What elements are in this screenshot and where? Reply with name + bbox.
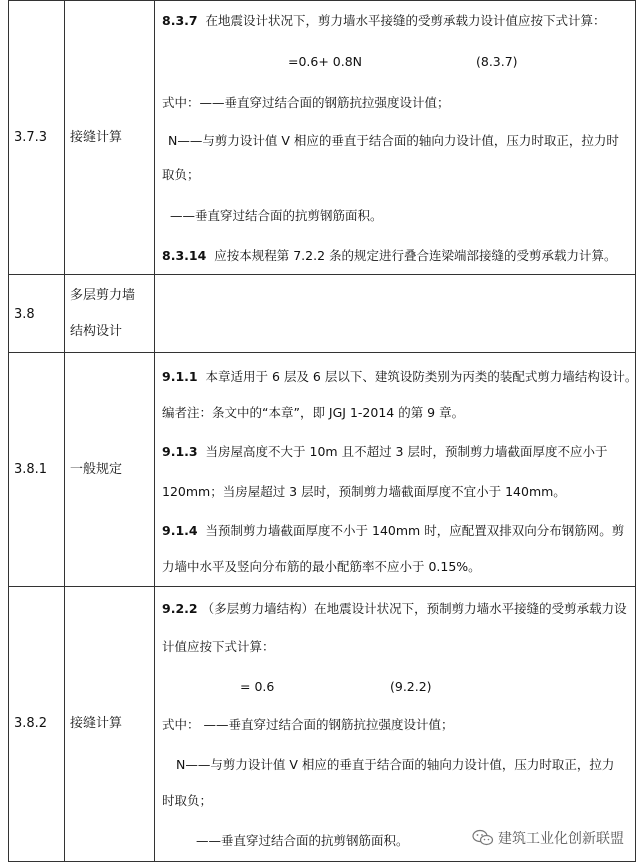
row-divider — [8, 586, 636, 587]
row-title: 多层剪力墙 — [70, 288, 136, 303]
text-line: 式中：——垂直穿过结合面的钢筋抗拉强度设计值； — [162, 95, 450, 110]
clause-line: 9.1.3 当房屋高度不大于 10m 且不超过 3 层时，预制剪力墙截面厚度不应小于 — [162, 444, 608, 459]
formula: =0.6+ 0.8N — [288, 54, 363, 69]
text-line: ——垂直穿过结合面的抗剪钢筋面积。 — [196, 833, 409, 848]
row-divider — [8, 274, 636, 275]
row-title: 结构设计 — [70, 324, 123, 339]
text-line: 计值应按下式计算： — [162, 639, 275, 654]
row-title: 一般规定 — [70, 462, 123, 477]
wechat-icon — [472, 829, 494, 847]
clause-number: 8.3.14 — [162, 248, 207, 263]
clause-line: 9.1.1 本章适用于 6 层及 6 层以下、建筑设防类别为丙类的装配式剪力墙结构设计。 — [162, 369, 638, 384]
table-border-top — [8, 0, 636, 1]
text-line: 120mm；当房屋超过 3 层时，预制剪力墙截面厚度不宜小于 140mm。 — [162, 484, 566, 499]
column-divider — [154, 0, 155, 862]
formula: = 0.6 — [240, 679, 275, 694]
text-line: 力墙中水平及竖向分布筋的最小配筋率不应小于 0.15%。 — [162, 559, 481, 574]
text-line: N——与剪力设计值 V 相应的垂直于结合面的轴向力设计值，压力时取正，拉力 — [176, 757, 615, 772]
text-line: ——垂直穿过结合面的抗剪钢筋面积。 — [170, 208, 383, 223]
text-line: 时取负； — [162, 793, 213, 808]
row-divider — [8, 352, 636, 353]
table-border-bottom — [8, 861, 636, 862]
row-id: 3.8 — [14, 307, 35, 322]
spec-table — [8, 0, 636, 862]
clause-number: 9.2.2 — [162, 601, 198, 616]
row-id: 3.8.1 — [14, 462, 48, 477]
text-line: 式中： ——垂直穿过结合面的钢筋抗拉强度设计值； — [162, 717, 454, 732]
clause-number: 9.1.3 — [162, 444, 198, 459]
text-line: 取负； — [162, 167, 200, 182]
table-border-left — [8, 0, 9, 862]
watermark-text: 建筑工业化创新联盟 — [498, 831, 624, 847]
equation-number: (9.2.2) — [390, 679, 432, 694]
clause-line: 9.1.4 当预制剪力墙截面厚度不小于 140mm 时，应配置双排双向分布钢筋网。剪 — [162, 523, 625, 538]
row-id: 3.7.3 — [14, 130, 48, 145]
text-line: N——与剪力设计值 V 相应的垂直于结合面的轴向力设计值，压力时取正，拉力时 — [168, 133, 619, 148]
clause-line: 8.3.14 应按本规程第 7.2.2 条的规定进行叠合连梁端部接缝的受剪承载力计算。 — [162, 248, 617, 263]
row-title: 接缝计算 — [70, 130, 123, 145]
row-id: 3.8.2 — [14, 716, 48, 731]
equation-number: (8.3.7) — [476, 54, 518, 69]
clause-line: 9.2.2 （多层剪力墙结构）在地震设计状况下，预制剪力墙水平接缝的受剪承载力设 — [162, 601, 627, 616]
clause-number: 9.1.1 — [162, 369, 198, 384]
watermark — [472, 828, 624, 848]
column-divider — [64, 0, 65, 862]
row-title: 接缝计算 — [70, 716, 123, 731]
clause-line: 8.3.7 在地震设计状况下，剪力墙水平接缝的受剪承载力设计值应按下式计算： — [162, 13, 606, 28]
text-line: 编者注：条文中的“本章”，即 JGJ 1-2014 的第 9 章。 — [162, 405, 465, 420]
table-border-right — [635, 0, 636, 862]
clause-number: 9.1.4 — [162, 523, 198, 538]
clause-number: 8.3.7 — [162, 13, 198, 28]
